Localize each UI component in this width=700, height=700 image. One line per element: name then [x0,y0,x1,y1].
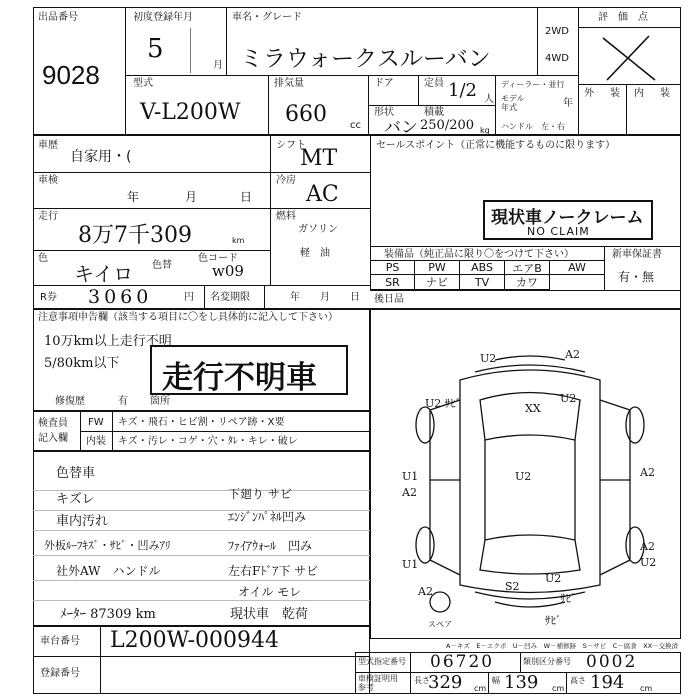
equipment-airbag: エアB [504,260,550,275]
model-spec-value: 06720 [430,652,495,672]
registration-label: 初度登録年月 [133,12,193,23]
repair-location: 箇所 [150,396,170,407]
roof [485,440,575,540]
fuel-diesel: 軽 油 [300,248,330,259]
class-value: 0002 [586,652,638,672]
drive-4wd: 4WD [545,53,569,64]
width-unit: cm [552,684,565,693]
model-label: 車名・グレード [232,12,302,23]
equipment-navi: ナビ [414,274,460,290]
interior-label: 内装 [86,436,106,447]
divider [520,652,521,672]
no-claim-stamp [483,200,653,240]
divider [270,208,370,209]
diagram-mark-16: A2 [418,585,433,598]
repair-has: 有 [118,396,128,407]
unknown-mileage-text: 走行不明車 [162,360,317,396]
remark-left-3: 車内汚れ [56,514,109,529]
mileage-unit: km [232,236,245,245]
registration-year: 5 [147,34,164,64]
shift-label: シフト [276,140,306,151]
diagram-mark-17: ｻﾋﾞ [545,614,562,627]
type-value: V-L200W [140,100,241,125]
lot-label: 出品番号 [38,12,78,23]
history-value: 自家用・( [70,149,132,165]
divider [112,411,113,451]
rating-interior-2: 装 [660,88,670,99]
remark-right-1: 下廻り サビ [228,487,292,501]
wheel-fl [416,407,434,443]
chassis-value: L200W-000944 [110,628,280,653]
inspection-day: 日 [240,190,253,204]
diagram-mark-8: A2 [640,466,655,479]
color-change-label: 色替 [152,260,172,271]
diagram-mark-2: U2 [480,352,497,365]
rating-exterior-2: 装 [610,88,620,99]
shape-label: 形状 [374,107,394,118]
mileage-label: 走行 [38,211,58,222]
stamp-subtext: NO CLAIM [527,225,590,238]
fw-items: キズ・飛石・ヒビ割・リペア跡・X要 [118,417,285,428]
interior-items: キズ・汚レ・コゲ・穴・ﾀﾚ・キレ・破レ [118,436,298,447]
diagram-mark-3: U2 ｻﾋﾞ [425,397,462,410]
chassis-label: 車台番号 [40,636,80,647]
remark-right-4: 左右Fﾄﾞｱ下 サビ [228,564,319,578]
load-label: 積載 [424,107,444,118]
inspection-label: 車検 [38,175,58,186]
wheel-rl [416,527,434,563]
remark-left-1: 色替車 [56,466,96,481]
notes-line1: 10万km以上走行不明 [44,334,172,349]
record-label: 記入欄 [38,433,68,444]
divider [268,75,269,135]
color-value: キイロ [74,262,134,286]
displacement-label: 排気量 [274,78,304,89]
equipment-tv: TV [459,274,505,290]
recycle-label: R券 [40,292,57,303]
divider [33,580,370,581]
reg-no-label: 登録番号 [40,668,80,679]
diagram-mark-5: U2 [560,392,577,405]
length-label: 長さ [414,676,430,685]
rating-interior: 内 [634,88,644,99]
spare-tire [430,592,450,612]
spare-label: スペア [428,620,452,629]
divider [190,28,191,73]
divider [33,172,370,173]
capacity-unit: 人 [484,94,494,105]
divider [626,84,627,135]
shift-value: MT [300,146,338,171]
drive-2wd: 2WD [545,26,569,37]
history-label: 車歴 [38,140,58,151]
repair-label: 修復歴 [55,396,85,407]
divider [33,555,370,556]
height-label: 高さ [570,676,586,685]
capacity-label: 定員 [424,78,444,89]
divider [33,656,370,657]
load-unit: kg [480,126,490,135]
cert-label: 車検証明用 参考 [358,674,398,692]
legend-text: A－キズ E－エクボ U－凹み W－補修跡 S－サビ C－腐食 XX－交換済 [446,642,679,650]
after-items-label: 後日品 [374,294,404,305]
unknown-mileage-stamp [150,345,348,395]
width-value: 139 [504,672,539,693]
remark-left-5: 社外AW ハンドル [56,564,161,578]
displacement-value: 660 [285,102,327,127]
remark-left-6: ﾒｰﾀｰ 87309 km [60,607,156,622]
divider [370,246,681,247]
type-label: 型式 [133,78,153,89]
diagram-mark-13: U2 [545,572,562,585]
remark-left-4: 外板ﾙｰﾌｷｽﾞ・ｻﾋﾞ・凹みｱﾘ [44,539,171,552]
color-code-label: 色コード [198,253,238,264]
load-value: 250/200 [420,118,475,133]
divider [578,84,681,85]
fuel-gas: ガソリン [298,224,338,235]
divider [368,105,495,106]
recycle-value: 3060 [88,286,153,308]
rating-exterior: 外 [584,88,594,99]
length-unit: cm [474,684,487,693]
wheel-fr [626,407,644,443]
divider [578,27,681,28]
equipment-aw: AW [549,260,605,275]
displacement-unit: cc [350,120,361,131]
divider [370,290,681,291]
deadline-day: 日 [350,292,360,303]
cooler-value: AC [306,182,339,207]
model-value: ミラウォークスルーバン [240,46,491,72]
mileage-value: 8万7千309 [78,223,192,248]
divider [537,7,538,75]
recycle-unit: 円 [184,292,194,303]
diagram-mark-1: A2 [565,348,580,361]
diagram-mark-12: A2 [640,540,655,553]
remark-left-2: キズレ [56,492,95,507]
remark-right-6: 現状車 乾荷 [230,607,309,622]
divider [488,672,489,694]
dealer-model-year: モデル 年式 [501,94,525,112]
remark-right-5: オイル モレ [238,585,302,599]
rating-label: 評 価 点 [598,12,648,23]
diagram-mark-7: A2 [402,486,417,499]
divider [264,285,265,309]
equipment-sr: SR [370,274,415,290]
fw-label: FW [88,417,104,428]
divider [410,652,411,694]
shape-value: バン [384,118,418,138]
color-code-value: w09 [212,262,244,280]
divider [33,600,370,601]
divider [33,250,270,251]
class-label: 類別区分番号 [523,657,571,666]
inspector-label: 検査員 [38,418,68,429]
diagram-mark-11: U2 [640,556,657,569]
diagram-mark-6: U1 [402,470,419,483]
width-label: 幅 [492,676,500,685]
divider [495,75,496,135]
height-value: 194 [590,672,625,693]
divider [226,7,227,75]
diagram-mark-15: S2 [505,580,520,593]
divider [80,431,370,432]
rear-window [480,535,580,574]
rating-cross [585,32,675,82]
registration-month: 月 [213,60,223,71]
divider [33,208,270,209]
divider [33,285,370,286]
capacity-value: 1/2 [448,80,477,101]
color-label: 色 [38,253,48,264]
fuel-label: 燃料 [276,211,296,222]
model-spec-label: 型式指定番号 [358,657,406,666]
inspection-year: 年 [127,190,140,204]
divider [418,75,419,105]
dealer-handle: ハンドル 左・右 [501,122,565,131]
remark-right-3: ﾌｧｲｱｳｫｰﾙ 凹み [228,539,313,553]
remark-right-2: ｴﾝｼﾞﾝﾊﾟﾈﾙ凹み [228,510,307,524]
lot-number: 9028 [42,60,100,90]
equipment-abs: ABS [459,260,505,275]
diagram-mark-4: XX [525,402,541,415]
diagram-mark-14: ｻﾋﾞ [560,592,577,605]
deadline-year: 年 [290,292,300,303]
height-unit: cm [640,684,653,693]
notes-line2: 5/80km以下 [44,356,120,371]
divider [204,285,205,309]
equipment-pw: PW [414,260,460,275]
inspection-month: 月 [185,190,198,204]
door-label: ドア [374,78,394,89]
stamp-text: 現状車ノークレーム [491,208,644,228]
cooler-label: 冷房 [276,175,296,186]
deadline-label: 名変期限 [210,292,250,303]
warranty-value: 有・無 [618,270,655,284]
notes-label: 注意事項申告欄（該当する項目に〇をし具体的に記入して下さい） [38,312,338,323]
dealer-year-unit: 年 [563,98,573,109]
dealer-label: ディーラー・並行 [501,80,565,89]
equipment-label: 装備品（純正品に限り〇をつけて下さい） [384,249,574,260]
divider [566,672,567,694]
length-value: 329 [428,672,463,693]
divider [125,7,126,135]
equipment-ps: PS [370,260,415,275]
diagram-mark-9: U2 [515,470,532,483]
deadline-month: 月 [320,292,330,303]
divider [33,530,370,531]
warranty-label: 新車保証書 [612,249,662,260]
divider [270,135,271,285]
equipment-leather: カワ [504,274,550,290]
diagram-mark-10: U1 [402,558,419,571]
sales-label: セールスポイント（正常に機能するものに限ります） [376,140,616,151]
divider [100,626,101,694]
divider [125,75,578,76]
